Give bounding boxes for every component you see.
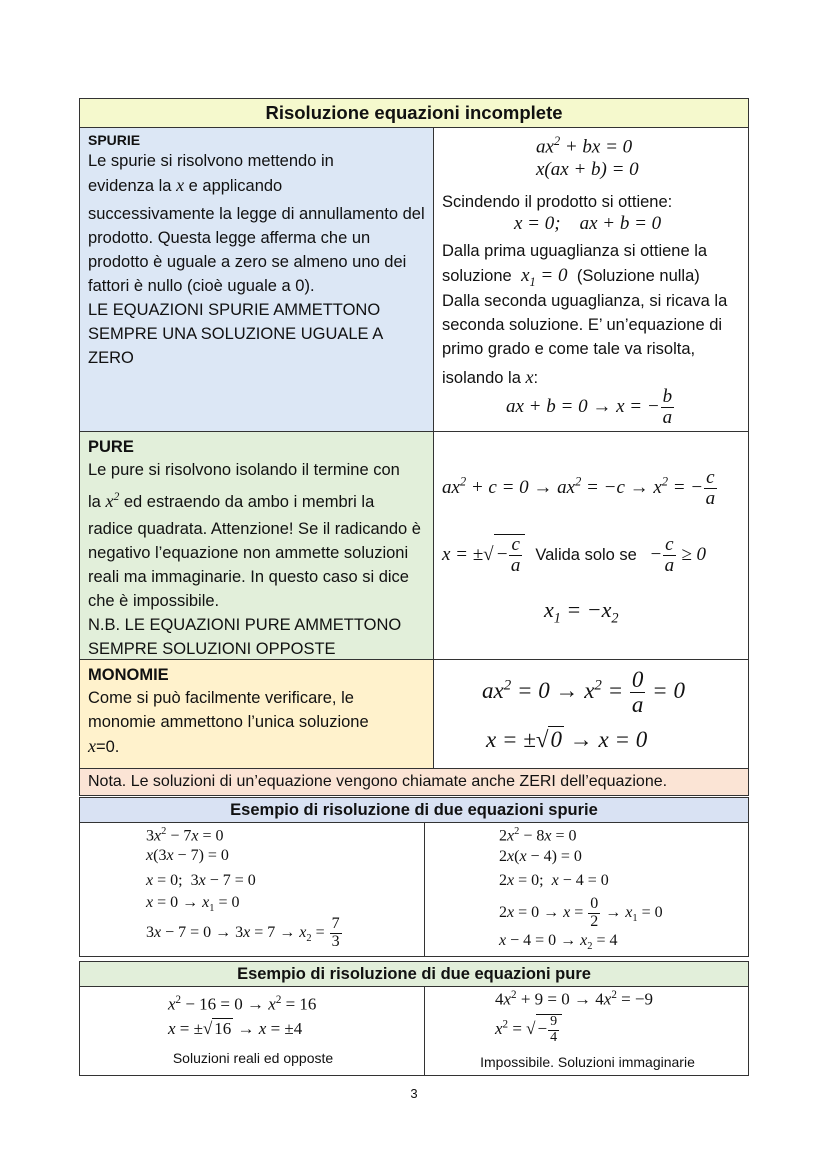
spurie-title: SPURIE bbox=[88, 132, 141, 148]
pure-text-2: la $x^2$ ed estraendo da ambo i membri la bbox=[88, 490, 375, 511]
spurie-eq-3: x = 0; ax + b = 0 bbox=[514, 213, 662, 234]
monomie-text-1: Come si può facilmente verificare, le monomie ammettono l’unica soluzione bbox=[88, 689, 369, 731]
example-spurie-left: $3x^2 - 7x = 0$ x(3x − 7) = 0 x = 0; 3x − 7 = 0 $x = 0 \to x_1 = 0$ $3x - 7 = 0 \to 3x = 7 \to x_2$ = $\frac{7}{3}$ bbox=[79, 822, 425, 957]
monomie-right-cell bbox=[433, 660, 749, 769]
monomie-eq-1: $ax^2 = 0 \to x^2$ = $\frac{0}{a}$ = 0 bbox=[482, 667, 685, 718]
spurie-eq-2: x(ax + b) = 0 bbox=[536, 159, 639, 180]
page-number: 3 bbox=[410, 1086, 418, 1101]
spurie-x1-eq: $x_1 = 0$ bbox=[516, 265, 573, 289]
example-spurie-right: $2x^2 - 8x = 0$ 2x(x − 4) = 0 2x = 0; x − 4 = 0 2x = 0 → x = $\frac{0}{2}$ → $x_1 = 0$ $x - 4 = 0 \to x_2 = 4$ bbox=[424, 822, 749, 957]
spurie-right-2: Dalla prima uguaglianza si ottiene la bbox=[442, 242, 708, 260]
example-pure-left: $x^2 - 16 = 0 \to x^2 = 16$ x = ±√ 16 → x = ±4 Soluzioni reali ed opposte bbox=[79, 986, 425, 1076]
pure-text-3: radice quadrata. Attenzione! Se il radicando è negativo l’equazione non ammette soluzioni reali ma immaginarie. In questo caso si dice che è impossibile. bbox=[88, 520, 421, 610]
nota-row bbox=[79, 769, 749, 796]
spurie-text-1: Le spurie si risolvono mettendo in bbox=[88, 152, 334, 170]
spurie-eq-1: $ax^2$ + bx = 0 bbox=[536, 134, 633, 158]
spurie-right-1: Scindendo il prodotto si ottiene: bbox=[442, 193, 673, 211]
pure-eq-3: $x_1 = -x_2$ bbox=[544, 597, 619, 627]
monomie-title: MONOMIE bbox=[88, 666, 169, 684]
pure-text-4: N.B. LE EQUAZIONI PURE AMMETTONO SEMPRE SOLUZIONI OPPOSTE bbox=[88, 616, 402, 658]
pure-left-caption: Soluzioni reali ed opposte bbox=[172, 1050, 334, 1066]
spurie-text-4: LE EQUAZIONI SPURIE AMMETTONO SEMPRE UNA SOLUZIONE UGUALE A ZERO bbox=[88, 301, 383, 367]
main-title: Risoluzione equazioni incomplete bbox=[79, 98, 749, 128]
spurie-text-2: evidenza la x e applicando bbox=[88, 175, 283, 195]
example-pure-title: Esempio di risoluzione di due equazioni pure bbox=[79, 961, 749, 987]
monomie-left-cell bbox=[79, 660, 434, 769]
pure-eq-2: x = ±√ − $\frac{c}{a}$ Valida solo se − $\frac{c}{a}$ ≥ 0 bbox=[442, 534, 707, 576]
spurie-right-cell bbox=[433, 128, 749, 432]
spurie-right-3: soluzione $x_1 = 0$ (Soluzione nulla) bbox=[442, 265, 700, 289]
pure-text-1: Le pure si risolvono isolando il termine con bbox=[88, 461, 400, 479]
pure-left-cell bbox=[79, 432, 434, 660]
monomie-eq-2: x = ±√0 → x = 0 bbox=[486, 727, 648, 752]
example-pure-right: $4x^2 + 9 = 0 \to 4x^2 = -9$ $x^2$ = √ − $\frac{9}{4}$ Impossibile. Soluzioni immaginarie bbox=[424, 986, 749, 1076]
spurie-left-cell bbox=[79, 128, 434, 432]
pure-title: PURE bbox=[88, 438, 134, 456]
spurie-right-5: isolando la x: bbox=[442, 367, 539, 387]
nota-text: Nota. Le soluzioni di un’equazione vengono chiamate anche ZERI dell’equazione. bbox=[88, 773, 668, 790]
monomie-text-2: x=0. bbox=[88, 736, 120, 756]
spurie-right-4: Dalla seconda uguaglianza, si ricava la seconda soluzione. E’ un’equazione di primo grado e come tale va risolta, bbox=[442, 292, 728, 358]
pure-eq-1: $ax^2 + c = 0 \to ax^2 = -c \to x^2$ = − $\frac{c}{a}$ bbox=[442, 467, 716, 509]
example-spurie-title: Esempio di risoluzione di due equazioni spurie bbox=[79, 797, 749, 823]
spurie-text-3: successivamente la legge di annullamento del prodotto. Questa legge afferma che un prodotto è uguale a zero se almeno uno dei fattori è nullo (cioè uguale a 0). bbox=[88, 205, 425, 295]
spurie-eq-4: ax + b = 0 → x = − $\frac{b}{a}$ bbox=[506, 386, 673, 428]
pure-right-cell bbox=[433, 432, 749, 660]
pure-right-caption: Impossibile. Soluzioni immaginarie bbox=[480, 1054, 695, 1070]
